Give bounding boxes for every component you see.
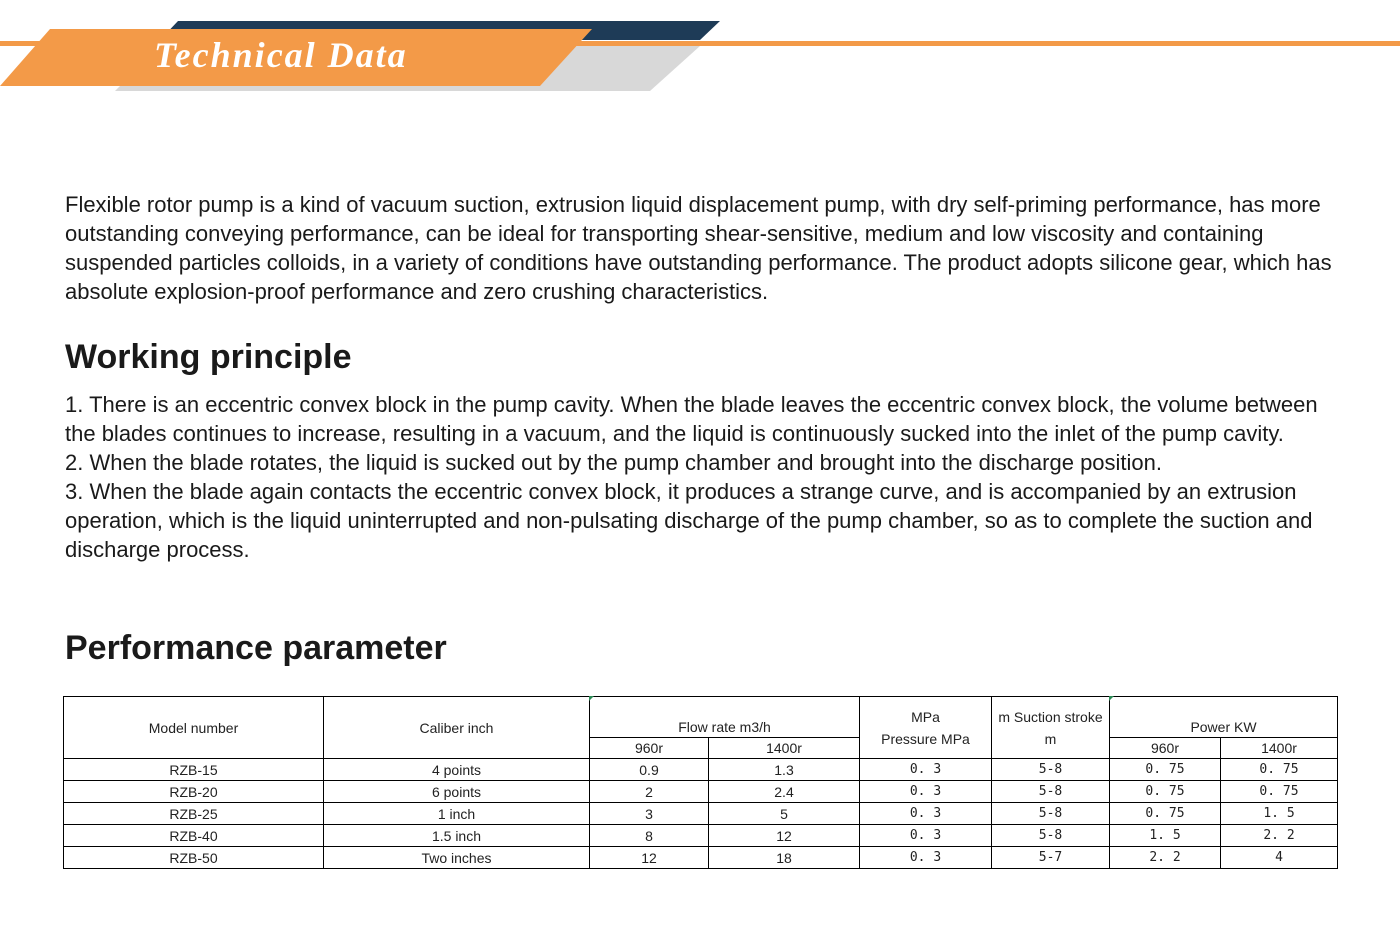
cell-pressure: 0. 3	[860, 803, 992, 825]
table-row	[64, 781, 1338, 803]
header-pressure	[860, 697, 992, 759]
table-row	[64, 825, 1338, 847]
cell-caliber: 1 inch	[324, 803, 590, 825]
cell-caliber: 1.5 inch	[324, 825, 590, 847]
subheader-flow-1400: 1400r	[709, 738, 860, 759]
cell-power-960: 2. 2	[1110, 847, 1221, 869]
cell-model: RZB-50	[64, 847, 324, 869]
cell-power-1400: 4	[1221, 847, 1338, 869]
principle-point: 3. When the blade again contacts the eccentric convex block, it produces a strange curve, and is accompanied by an extrusion operation, which is the liquid uninterrupted and non-pulsating discharge of the pump chamber, so as to complete the suction and discharge process.	[65, 479, 1313, 562]
principle-point: 1. There is an eccentric convex block in the pump cavity. When the blade leaves the eccentric convex block, the volume between the blades continues to increase, resulting in a vacuum, and the liquid is continuously sucked into the inlet of the pump cavity.	[65, 392, 1318, 446]
working-principle-heading: Working principle	[65, 338, 352, 376]
performance-table	[63, 696, 1338, 869]
cell-flow-1400: 2.4	[709, 781, 860, 803]
header-suction-stroke	[992, 697, 1110, 759]
header-flow-rate-label: Flow rate m3/h	[678, 719, 771, 735]
subheader-flow-960: 960r	[590, 738, 709, 759]
header-power	[1110, 697, 1338, 738]
cell-power-960: 0. 75	[1110, 759, 1221, 781]
header-pressure-unit: MPa	[911, 708, 940, 725]
cell-caliber: 6 points	[324, 781, 590, 803]
table-header-row	[64, 697, 1338, 738]
subheader-power-960: 960r	[1110, 738, 1221, 759]
table-row	[64, 803, 1338, 825]
cell-power-1400: 0. 75	[1221, 781, 1338, 803]
cell-flow-1400: 5	[709, 803, 860, 825]
cell-power-960: 0. 75	[1110, 803, 1221, 825]
cell-flow-960: 12	[590, 847, 709, 869]
header-flow-rate	[590, 697, 860, 738]
cell-suction: 5-8	[992, 759, 1110, 781]
banner-title: Technical Data	[154, 35, 408, 75]
header-suction-label: m Suction stroke	[998, 708, 1103, 725]
cell-suction: 5-7	[992, 847, 1110, 869]
cell-pressure: 0. 3	[860, 825, 992, 847]
cell-flow-1400: 1.3	[709, 759, 860, 781]
performance-parameter-heading: Performance parameter	[65, 629, 447, 667]
cell-power-960: 1. 5	[1110, 825, 1221, 847]
cell-flow-960: 8	[590, 825, 709, 847]
cell-flow-960: 3	[590, 803, 709, 825]
cell-suction: 5-8	[992, 781, 1110, 803]
table-row	[64, 847, 1338, 869]
cell-flow-1400: 12	[709, 825, 860, 847]
cell-pressure: 0. 3	[860, 759, 992, 781]
cell-flow-960: 0.9	[590, 759, 709, 781]
cell-pressure: 0. 3	[860, 781, 992, 803]
cell-power-1400: 2. 2	[1221, 825, 1338, 847]
cell-model: RZB-20	[64, 781, 324, 803]
subheader-power-1400: 1400r	[1221, 738, 1338, 759]
table-row	[64, 759, 1338, 781]
cell-power-1400: 1. 5	[1221, 803, 1338, 825]
technical-data-banner	[0, 0, 1400, 100]
header-model: Model number	[64, 697, 324, 759]
cell-model: RZB-25	[64, 803, 324, 825]
cell-flow-960: 2	[590, 781, 709, 803]
cell-caliber: Two inches	[324, 847, 590, 869]
cell-caliber: 4 points	[324, 759, 590, 781]
cell-pressure: 0. 3	[860, 847, 992, 869]
cell-suction: 5-8	[992, 803, 1110, 825]
header-suction-unit: m	[1044, 730, 1057, 747]
principle-point: 2. When the blade rotates, the liquid is sucked out by the pump chamber and brought into the discharge position.	[65, 450, 1163, 475]
working-principle-list	[65, 390, 1340, 564]
cell-model: RZB-15	[64, 759, 324, 781]
cell-suction: 5-8	[992, 825, 1110, 847]
cell-power-960: 0. 75	[1110, 781, 1221, 803]
header-power-label: Power KW	[1190, 719, 1257, 735]
header-caliber: Caliber inch	[324, 697, 590, 759]
intro-paragraph: Flexible rotor pump is a kind of vacuum suction, extrusion liquid displacement pump, with dry self-priming performance, has more outstanding conveying performance, can be ideal for transporting shear-sensitive, medium and low viscosity and containing suspended particles colloids, in a variety of conditions have outstanding performance. The product adopts silicone gear, which has absolute explosion-proof performance and zero crushing characteristics.	[65, 192, 1332, 304]
cell-model: RZB-40	[64, 825, 324, 847]
cell-power-1400: 0. 75	[1221, 759, 1338, 781]
header-pressure-label: Pressure MPa	[881, 730, 970, 747]
cell-flow-1400: 18	[709, 847, 860, 869]
